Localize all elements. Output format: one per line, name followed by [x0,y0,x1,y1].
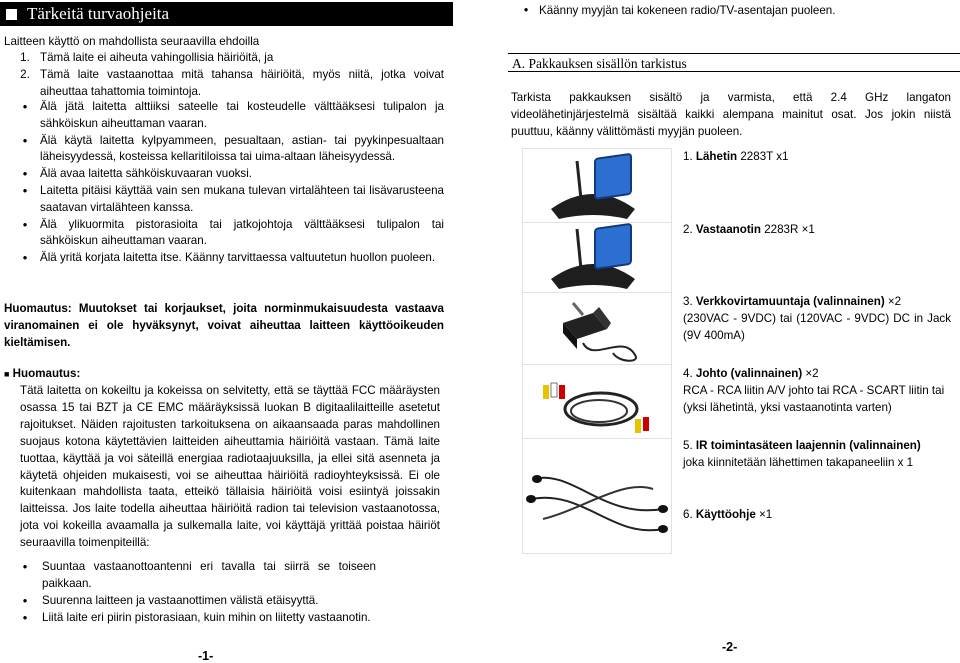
intro-text: Laitteen käyttö on mahdollista seuraavilla ehdoilla [4,35,260,48]
item-power-adapter: 3. Verkkovirtamuuntaja (valinnainen) ×2 (230VAC - 9VDC) tai (120VAC - 9VDC) DC in Jack (9V 400mA) [683,295,951,342]
safety-bullet-list [14,99,444,267]
conditions-list [14,50,444,100]
page-number: -1- [198,649,214,663]
item-receiver: 2. Vastaanotin 2283R ×1 [683,223,815,236]
bullet-icon: • [523,2,529,17]
section-intro: Tarkista pakkauksen sisältö ja varmista, että 2.4 GHz langaton videolähetinjärjestelmä sisältää kaikki alempana mainitut osat. Jos jokin niistä puuttuu, käänny välittömästi myyjän puoleen. [511,91,951,138]
transmitter-photo [522,148,672,226]
bullet-icon: • [22,132,28,148]
list-item: • Älä käytä laitetta kylpyammeen, pesualtaan, astian- tai pyykinpesualtaan läheisyydessä, kosteissa kellaritiloissa tai uima-altaan läheisyydessä. [14,133,444,167]
section-heading: A. Pakkauksen sisällön tarkistus [508,53,960,72]
av-cable-photo [522,364,672,440]
bullet-icon: • [22,559,28,574]
page-number: -2- [722,640,738,654]
list-item: • Suurenna laitteen ja vastaanottimen välistä etäisyyttä. [14,593,376,610]
bullet-icon: • [22,99,28,114]
item-transmitter: 1. Lähetin 2283T x1 [683,150,789,163]
bullet-icon: • [22,250,28,266]
page-title: Tärkeitä turvaohjeita [27,4,170,23]
warning-paragraph: Huomautus: Muutokset tai korjaukset, joita norminmukaisuudesta vastaava viranomainen ei ole hyväksynyt, voivat aiheuttaa laitteen käyttöoikeuden kieltämisen. [4,302,444,349]
note-body: Tätä laitetta on kokeiltu ja kokeissa on selvitetty, että se täyttää FCC määräysten osassa 15 tai BZT ja CE EMC määräyksissä luokan B digitaalilaitteille asetetut rajoitukset. Näiden rajoitusten tarkoituksena on aikaansaada paras mahdollinen suojaus kotona käytettävien laitteiden aiheuttamia häiriöitä vastaan. Tämä laite tuottaa, käyttää ja voi säteillä energiaa radiotaajuuksilla, ja ellei sitä asenneta ja käytetä ohjeiden mukaisesti, voi se aiheuttaa häiriöitä radioyhteyksissä. Ei ole kuitenkaan mahdollista taata, etteikö tällaisia häiriöitä voisi esiintyä joissakin laitteissa. Jos laite todella aiheuttaa häiriöitä radion tai television vastaanotossa, jota voi kokeilla avaamalla ja sulkemalla laite, voi käyttäjä yrittää poistaa häiriöt seuraavilla toimenpiteillä: [20,384,440,550]
power-adapter-photo [522,292,672,366]
list-item: • Älä avaa laitetta sähköiskuvaaran vuoksi. [14,166,444,183]
bullet-icon: • [22,609,28,625]
bullet-icon: • [22,216,28,232]
section-title-bar [0,2,453,26]
list-item: • Suuntaa vastaanottoantenni eri tavalla tai siirrä se toiseen paikkaan. [14,559,376,593]
ir-extender-photo [522,438,672,554]
bullet-icon: • [22,166,28,182]
list-item: • Liitä laite eri piirin pistorasiaan, kuin mihin on liitetty vastaanotin. [14,610,376,627]
note-bullet-list [14,559,376,627]
list-item: • Älä yritä korjata laitetta itse. Käänny tarvittaessa valtuutetun huollon puoleen. [14,250,444,267]
note-heading: ■ Huomautus: [4,367,81,380]
list-item: • Laitetta pitäisi käyttää vain sen mukana tulevan virtalähteen tai lisävarusteena saatavan virtalähteen kanssa. [14,183,444,217]
list-item: 2. Tämä laite vastaanottaa mitä tahansa häiriöitä, myös niitä, jotka voivat aiheuttaa tahattomia toimintoja. [20,67,444,98]
square-bullet-icon [6,9,17,20]
service-bullet: • Käänny myyjän tai kokeneen radio/TV-asentajan puoleen. [513,2,953,20]
list-item: • Älä jätä laitetta alttiiksi sateelle tai kosteudelle välttääksesi tulipalon ja sähköiskun aiheuttaman vaaran. [14,99,444,133]
bullet-icon: • [22,182,28,198]
receiver-photo [522,222,672,294]
list-item: 1. Tämä laite ei aiheuta vahingollisia häiriöitä, ja [20,51,274,64]
bullet-icon: • [22,592,28,608]
list-item: • Älä ylikuormita pistorasioita tai jatkojohtoja välttääksesi tulipalon tai sähköiskun aiheuttaman vaaran. [14,217,444,251]
item-ir-extender: 5. IR toimintasäteen laajennin (valinnainen) joka kiinnitetään lähettimen takapaneeliin x 1 [683,439,921,469]
item-cable: 4. Johto (valinnainen) ×2 RCA - RCA liitin A/V johto tai RCA - SCART liitin tai (yksi lähetintä, yksi vastaanotinta varten) [683,367,945,414]
item-manual: 6. Käyttöohje ×1 [683,508,773,521]
square-bullet-icon: ■ [4,369,10,379]
